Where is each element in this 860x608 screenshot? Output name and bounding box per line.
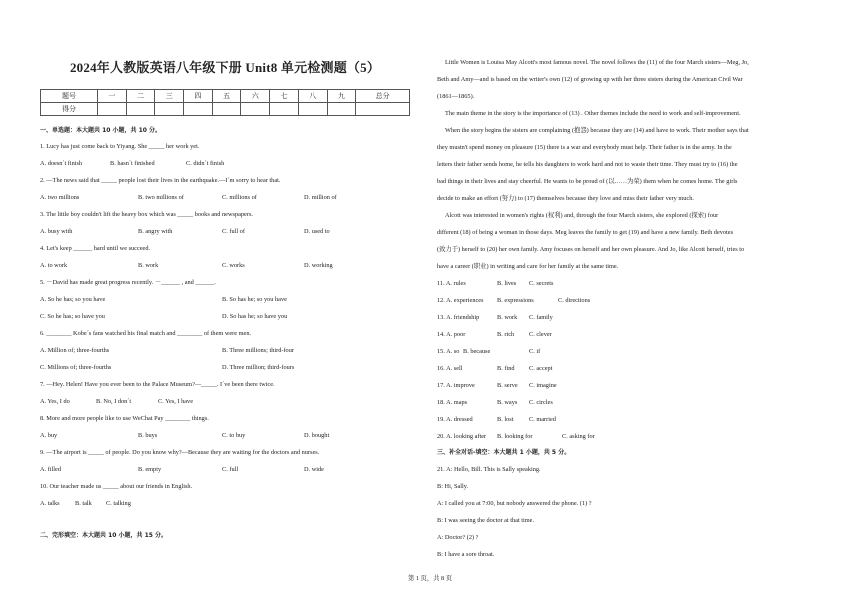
option: 20. A. looking after: [437, 433, 487, 440]
question-5: 5. －David has made great progress recently. －______ , and ______.: [40, 279, 216, 286]
option: D. wide: [304, 466, 324, 473]
option: C. directions: [558, 297, 591, 304]
passage-line: Beth and Amy—and is based on the writer's own (12) of growing up with her three sisters during the American Civil War: [437, 76, 743, 83]
passage-line: have a career (职业) in writing and care for her family at the same time.: [437, 263, 619, 270]
option: C. to buy: [222, 432, 246, 439]
score-input-cell[interactable]: [126, 103, 155, 116]
question-3: 3. The little boy couldn't lift the heavy box which was _____ books and newspapers.: [40, 211, 253, 218]
score-input-cell[interactable]: [212, 103, 241, 116]
option: B. expressions: [497, 297, 534, 304]
option: 17. A. improve: [437, 382, 475, 389]
score-input-cell[interactable]: [155, 103, 184, 116]
score-input-cell[interactable]: [270, 103, 299, 116]
option: D. So has he; so have you: [222, 313, 288, 320]
section-heading: 一、单选题：本大题共 10 小题，共 10 分。: [40, 127, 162, 134]
page-footer: 第 1 页，共 8 页: [407, 575, 453, 582]
option: C. circles: [529, 399, 553, 406]
score-input-cell[interactable]: [356, 103, 410, 116]
score-cell: 总分: [356, 90, 410, 103]
question-8: 8. More and more people like to use WeChat Pay ________ things.: [40, 415, 209, 422]
dialogue-line: B: I was seeing the doctor at that time.: [437, 517, 535, 524]
option: B. because: [463, 348, 491, 355]
option: C. full of: [222, 228, 245, 235]
passage-line: decide to make an effort (努力) to (17) themselves because they love and miss their father very much.: [437, 195, 694, 202]
option: 18. A. maps: [437, 399, 468, 406]
page-title: 2024年人教版英语八年级下册 Unit8 单元检测题（5）: [69, 60, 381, 75]
passage-line: (致力于) herself to (20) her own family. Amy focuses on herself and her own pleasure. And Jo, like Alcott herself, tries to: [437, 246, 745, 253]
question-10: 10. Our teacher made us _____ about our friends in English.: [40, 483, 193, 490]
passage-line: (1861—1865).: [437, 93, 475, 100]
option: D. million of: [304, 194, 337, 201]
score-cell: 得分: [41, 103, 98, 116]
option: D. used to: [304, 228, 330, 235]
score-cell: 九: [327, 90, 356, 103]
option: C. didn´t finish: [186, 160, 225, 167]
option: C. works: [222, 262, 245, 269]
option: B. find: [497, 365, 515, 372]
option: C. family: [529, 314, 553, 321]
option: 12. A. experiences: [437, 297, 484, 304]
score-value-row: [41, 103, 410, 116]
passage-line: letters their father sends home, he tells his daughters to work hard and not to waste their time. They must try to (16) the: [437, 161, 738, 168]
option: 15. A. so: [437, 348, 460, 355]
option: B. work: [138, 262, 159, 269]
option: B. empty: [138, 466, 162, 473]
option: B. hasn´t finished: [110, 160, 155, 167]
option: C. if: [529, 348, 541, 355]
question-1: 1. Lucy has just come back to Yiyang. She _____ her work yet.: [40, 143, 200, 150]
option: B. looking for: [497, 433, 533, 440]
option: C. asking for: [562, 433, 595, 440]
option: B. work: [497, 314, 518, 321]
passage-line: bad things in their lives and stay cheerful. He wants to be proud of (以……为荣) them when he comes home. The girls: [437, 178, 738, 185]
option: 14. A. poor: [437, 331, 466, 338]
dialogue-line: A: Doctor? (2) ?: [437, 534, 479, 541]
option: B. ways: [497, 399, 518, 406]
score-cell: 六: [241, 90, 270, 103]
question-6: 6. ________ Kobe´s fans watched his final match and ________ of them were men.: [40, 330, 252, 337]
option: B. talk: [75, 500, 92, 507]
dialogue-line: 21. A: Hello, Bill. This is Sally speaking.: [437, 466, 541, 473]
option: C. full: [222, 466, 239, 473]
option: A. to work: [40, 262, 68, 269]
option: B. So has he; so you have: [222, 296, 287, 303]
score-cell: 三: [155, 90, 184, 103]
option: A. Million of; three-fourths: [40, 347, 110, 354]
score-cell: 八: [298, 90, 327, 103]
passage-line: The main theme in the story is the importance of (13) . Other themes include the need to work and self-improvement.: [445, 110, 741, 117]
option: C. clever: [529, 331, 552, 338]
score-cell: 一: [98, 90, 127, 103]
option: 11. A. rules: [437, 280, 466, 287]
passage-line: they mustn't spend money on pleasure (15) there is a war and everybody must help. Their father is in the army. In the: [437, 144, 732, 151]
option: C. talking: [106, 500, 131, 507]
option: B. rich: [497, 331, 515, 338]
score-table: [40, 89, 410, 116]
option: 16. A. sell: [437, 365, 463, 372]
score-cell: 题号: [41, 90, 98, 103]
option: B. serve: [497, 382, 518, 389]
option: C. Yes, I have: [158, 398, 193, 405]
section-heading: 二、完形填空：本大题共 10 小题，共 15 分。: [40, 532, 168, 539]
option: A. buy: [40, 432, 58, 439]
option: B. Three millions; third-four: [222, 347, 294, 354]
passage-line: When the story begins the sisters are complaining (抱怨) because they are (14) and have to work. Their mother says that: [445, 127, 749, 134]
option: C. Millions of; three-fourths: [40, 364, 112, 371]
question-4: 4. Let's keep ______ hard until we succeed.: [40, 245, 151, 252]
score-input-cell[interactable]: [184, 103, 213, 116]
option: B. angry with: [138, 228, 173, 235]
passage-line: Alcott was interested in women's rights (权利) and, through the four March sisters, she explored (探索) four: [445, 212, 719, 219]
score-input-cell[interactable]: [241, 103, 270, 116]
option: A. talks: [40, 500, 60, 507]
score-cell: 七: [270, 90, 299, 103]
question-9: 9. —The airport is _____ of people. Do you know why?—Because they are waiting for the doctors and nurses.: [40, 449, 320, 456]
score-cell: 四: [184, 90, 213, 103]
option: A. two millions: [40, 194, 80, 201]
option: C. secrets: [529, 280, 554, 287]
option: B. two millions of: [138, 194, 184, 201]
option: C. married: [529, 416, 556, 423]
option: C. So he has; so have you: [40, 313, 105, 320]
option: D. Three million; third-fours: [222, 364, 295, 371]
score-input-cell[interactable]: [298, 103, 327, 116]
passage-line: Little Women is Louisa May Alcott's most famous novel. The novel follows the (11) of the four March sisters—Meg, Jo,: [445, 59, 749, 66]
option: B. lives: [497, 280, 517, 287]
option: A. filled: [40, 466, 61, 473]
score-cell: 二: [126, 90, 155, 103]
option: 13. A. friendship: [437, 314, 480, 321]
option: D. working: [304, 262, 333, 269]
option: C. accept: [529, 365, 553, 372]
option: C. imagine: [529, 382, 557, 389]
score-cell: 五: [212, 90, 241, 103]
dialogue-line: A: I called you at 7:00, but nobody answered the phone. (1) ?: [437, 500, 592, 507]
option: B. No, I don´t: [96, 398, 132, 405]
score-input-cell[interactable]: [327, 103, 356, 116]
score-header-row: [41, 90, 410, 103]
option: A. So he has; so you have: [40, 296, 106, 303]
question-2: 2. —The news said that _____ people lost their lives in the earthquake.—I´m sorry to hear that.: [40, 177, 281, 184]
dialogue-line: B: Hi, Sally.: [437, 483, 469, 490]
score-input-cell[interactable]: [98, 103, 127, 116]
option: A. Yes, I do: [40, 398, 70, 405]
option: 19. A. dressed: [437, 416, 473, 423]
option: A. doesn´t finish: [40, 160, 83, 167]
option: A. busy with: [40, 228, 73, 235]
option: C. millions of: [222, 194, 257, 201]
option: D. bought: [304, 432, 330, 439]
option: B. lost: [497, 416, 514, 423]
option: B. buys: [138, 432, 158, 439]
question-7: 7. —Hey. Helen! Have you ever been to the Palace Museum?—_____. I´ve been there twice.: [40, 381, 275, 388]
passage-line: different (18) of being a woman in those days. Meg leaves the family to get (19) and have a new family. Beth devotes: [437, 229, 734, 236]
dialogue-line: B: I have a sore throat.: [437, 551, 495, 558]
section-heading: 三、补全对话-填空：本大题共 1 小题，共 5 分。: [437, 449, 571, 456]
